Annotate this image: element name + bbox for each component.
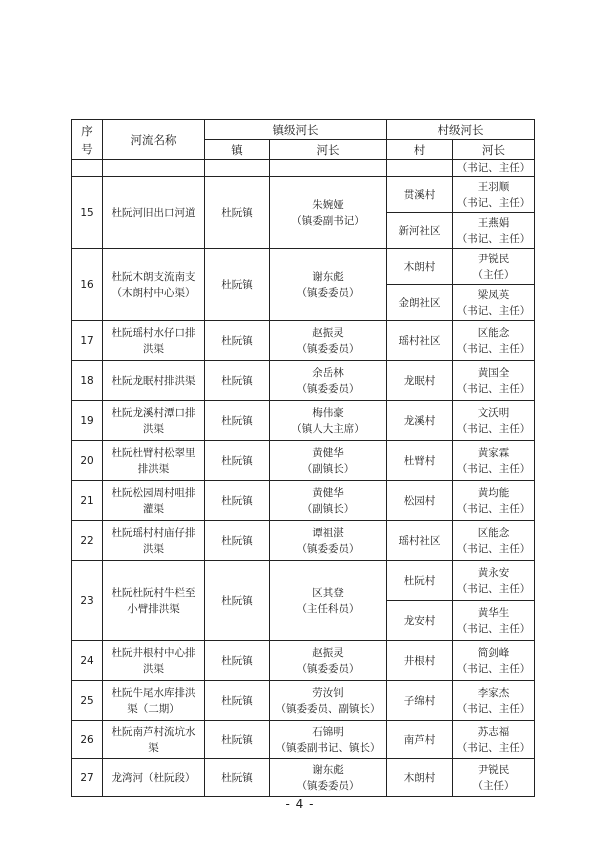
header-village: 村 — [387, 140, 453, 160]
town-chief — [270, 681, 387, 721]
river-name — [103, 561, 205, 641]
village-name: 木朗村 — [387, 759, 453, 797]
row-seq: 15 — [72, 177, 103, 249]
river-name — [103, 441, 205, 481]
cell-line: （主任） — [472, 268, 515, 281]
cell-line: 洪渠 — [143, 662, 164, 675]
village-chief — [453, 561, 535, 601]
cell-line: （副镇长） — [301, 462, 355, 475]
table-row — [72, 321, 535, 361]
table-row — [72, 177, 535, 213]
river-name — [103, 641, 205, 681]
row-seq: 16 — [72, 249, 103, 321]
river-name — [103, 361, 205, 401]
row-seq: 27 — [72, 759, 103, 797]
cell-line: 赵振灵 — [312, 646, 344, 659]
page-number: - 4 - — [285, 797, 315, 811]
river-name — [103, 401, 205, 441]
cell-line: （书记、主任） — [456, 702, 531, 715]
cell-line: （镇委副书记、镇长） — [275, 741, 381, 754]
river-name — [103, 681, 205, 721]
cell-line: （书记、主任） — [456, 232, 531, 245]
town-name: 杜阮镇 — [205, 481, 270, 521]
town-name: 杜阮镇 — [205, 521, 270, 561]
header-town-level: 镇级河长 — [205, 120, 387, 140]
cell-line: （副镇长） — [301, 502, 355, 515]
village-name: 杜阮村 — [387, 561, 453, 601]
river-name — [103, 721, 205, 759]
cell-line: 梁凤英 — [477, 288, 510, 301]
cell-line: 王羽顺 — [477, 180, 510, 193]
cell-line: 杜阮瑶村水仔口排 — [111, 326, 196, 339]
table-row — [72, 481, 535, 521]
cell-line: 黄永安 — [477, 566, 510, 579]
town-chief — [270, 561, 387, 641]
row-seq: 26 — [72, 721, 103, 759]
town-name: 杜阮镇 — [205, 641, 270, 681]
cell-line: 谢东彪 — [312, 763, 344, 776]
village-chief — [453, 401, 535, 441]
cell-line: （镇委委员） — [296, 542, 360, 555]
village-name: 子绵村 — [387, 681, 453, 721]
cell-line: 赵振灵 — [312, 326, 344, 339]
cell-line: （镇委委员） — [296, 382, 360, 395]
table-body — [72, 160, 535, 797]
river-name — [103, 521, 205, 561]
cell-line: 杜阮杜臂村松翠里 — [111, 446, 196, 459]
river-name — [103, 481, 205, 521]
cell-line: （镇委委员） — [296, 286, 360, 299]
cell-line: 区能念 — [477, 326, 510, 339]
cell-line: 黄华生 — [477, 606, 510, 619]
row-seq: 23 — [72, 561, 103, 641]
town-name: 杜阮镇 — [205, 321, 270, 361]
cell-line: （主任） — [472, 779, 515, 792]
village-chief — [453, 249, 535, 285]
table-row — [72, 361, 535, 401]
town-name: 杜阮镇 — [205, 441, 270, 481]
town-chief — [270, 721, 387, 759]
cell-line: 王燕娟 — [477, 216, 510, 229]
cell-line: 苏志福 — [477, 725, 510, 738]
cell-line: 杜阮木朗支流南支 — [111, 270, 196, 283]
header-chief: 河长 — [270, 140, 387, 160]
cell-line: 余岳林 — [312, 366, 344, 379]
village-name: 瑶村社区 — [387, 521, 453, 561]
village-chief — [453, 361, 535, 401]
cell-line: （书记、主任） — [456, 382, 531, 395]
cell-line: （书记、主任） — [456, 342, 531, 355]
row-seq: 20 — [72, 441, 103, 481]
village-chief — [453, 721, 535, 759]
cell-line: （镇委委员、副镇长） — [275, 702, 381, 715]
header-village-level: 村级河长 — [387, 120, 535, 140]
cell-line: （书记、主任） — [456, 662, 531, 675]
town-chief — [270, 441, 387, 481]
cell-line: （书记、主任） — [456, 542, 531, 555]
row-seq: 24 — [72, 641, 103, 681]
cell-line: 区能念 — [477, 526, 510, 539]
village-name: 龙溪村 — [387, 401, 453, 441]
cell-line: 杜阮瑶村村庙仔排 — [111, 526, 196, 539]
town-name: 杜阮镇 — [205, 721, 270, 759]
town-chief — [270, 177, 387, 249]
header-town: 镇 — [205, 140, 270, 160]
row-seq: 18 — [72, 361, 103, 401]
table-row — [72, 641, 535, 681]
village-chief — [453, 759, 535, 797]
header-village-chief: 河长 — [453, 140, 535, 160]
cell-line: 劳汝钊 — [312, 686, 344, 699]
row-seq: 25 — [72, 681, 103, 721]
village-chief — [453, 177, 535, 213]
header-seq: 序号 — [72, 120, 103, 160]
cell-line: 杜阮井根村中心排 — [111, 646, 196, 659]
town-name: 杜阮镇 — [205, 361, 270, 401]
town-name: 杜阮镇 — [205, 759, 270, 797]
village-name: 南芦村 — [387, 721, 453, 759]
river-name — [103, 249, 205, 321]
town-name: 杜阮镇 — [205, 681, 270, 721]
town-chief — [270, 321, 387, 361]
cell-line: 区其登 — [312, 586, 344, 599]
cell-line: 排洪渠 — [137, 462, 170, 475]
cell-line: 黄健华 — [312, 446, 344, 459]
cell-line: 尹锐民 — [477, 252, 510, 265]
cell-line: （木朗村中心渠） — [111, 286, 196, 299]
town-name: 杜阮镇 — [205, 561, 270, 641]
village-name: 金朗社区 — [387, 285, 453, 321]
cell-line: 杜阮松园周村咀排 — [111, 486, 196, 499]
town-chief — [270, 401, 387, 441]
row-seq: 22 — [72, 521, 103, 561]
village-chief — [453, 321, 535, 361]
cell-line: （书记、主任） — [456, 502, 531, 515]
town-name: 杜阮镇 — [205, 249, 270, 321]
village-chief — [453, 641, 535, 681]
carryover-row — [72, 160, 535, 177]
cell-line: 石锦明 — [312, 725, 344, 738]
town-chief — [270, 759, 387, 797]
village-chief — [453, 601, 535, 641]
header-row-1 — [72, 120, 535, 140]
cell-line: 梅伟豪 — [312, 406, 344, 419]
village-name: 新河社区 — [387, 213, 453, 249]
cell-line: 杜阮牛尾水库排洪 — [111, 686, 196, 699]
cell-line: 杜阮杜阮村牛栏至 — [111, 586, 196, 599]
row-seq: 17 — [72, 321, 103, 361]
cell-line: 简剑峰 — [477, 646, 510, 659]
cell-line: （镇委副书记） — [291, 214, 365, 227]
cell-line: 洪渠 — [143, 342, 164, 355]
cell-line: （镇委委员） — [296, 779, 360, 792]
river-name — [103, 321, 205, 361]
cell-line: （镇委委员） — [296, 342, 360, 355]
town-name: 杜阮镇 — [205, 177, 270, 249]
cell-line: 渠 — [148, 741, 159, 754]
cell-line: 黄健华 — [312, 486, 344, 499]
cell-line: （书记、主任） — [456, 622, 531, 635]
table-row — [72, 249, 535, 285]
table-row — [72, 401, 535, 441]
town-name: 杜阮镇 — [205, 401, 270, 441]
table-row — [72, 759, 535, 797]
cell-line: （镇委委员） — [296, 662, 360, 675]
table-row — [72, 441, 535, 481]
cell-line: 朱婉娅 — [312, 198, 344, 211]
table-row — [72, 681, 535, 721]
village-chief — [453, 213, 535, 249]
village-chief — [453, 441, 535, 481]
river-chief-table — [71, 119, 535, 797]
table-row — [72, 521, 535, 561]
cell-line: 尹锐民 — [477, 763, 510, 776]
row-seq: 21 — [72, 481, 103, 521]
cell-line: （书记、主任） — [456, 304, 531, 317]
town-chief — [270, 481, 387, 521]
cell-line: 黄家霖 — [477, 446, 510, 459]
cell-line: （书记、主任） — [456, 196, 531, 209]
cell-line: 黄均能 — [477, 486, 510, 499]
village-name: 龙眠村 — [387, 361, 453, 401]
carryover-text: （书记、主任） — [453, 160, 535, 177]
village-name: 松园村 — [387, 481, 453, 521]
cell-line: （书记、主任） — [456, 462, 531, 475]
cell-line: 谢东彪 — [312, 270, 344, 283]
cell-line: 杜阮河旧出口河道 — [111, 206, 196, 219]
cell-line: 洪渠 — [143, 422, 164, 435]
town-chief — [270, 361, 387, 401]
cell-line: 灌渠 — [143, 502, 164, 515]
village-name: 井根村 — [387, 641, 453, 681]
town-chief — [270, 641, 387, 681]
town-chief — [270, 249, 387, 321]
river-name — [103, 759, 205, 797]
cell-line: 杜阮南芦村流坑水 — [111, 725, 196, 738]
table-row — [72, 561, 535, 601]
cell-line: 黄国全 — [477, 366, 510, 379]
row-seq: 19 — [72, 401, 103, 441]
village-name: 杜臂村 — [387, 441, 453, 481]
village-chief — [453, 285, 535, 321]
river-name — [103, 177, 205, 249]
cell-line: 渠（二期） — [127, 702, 180, 715]
cell-line: （书记、主任） — [456, 422, 531, 435]
village-chief — [453, 481, 535, 521]
town-chief — [270, 521, 387, 561]
cell-line: 李家杰 — [477, 686, 510, 699]
cell-line: 文沃明 — [477, 406, 510, 419]
cell-line: 杜阮龙眠村排洪渠 — [111, 374, 196, 387]
village-name: 龙安村 — [387, 601, 453, 641]
table-row — [72, 721, 535, 759]
village-chief — [453, 681, 535, 721]
cell-line: 谭祖湛 — [312, 526, 344, 539]
village-name: 贯溪村 — [387, 177, 453, 213]
village-chief — [453, 521, 535, 561]
cell-line: （镇人大主席） — [291, 422, 365, 435]
village-name: 木朗村 — [387, 249, 453, 285]
village-name: 瑶村社区 — [387, 321, 453, 361]
cell-line: （书记、主任） — [456, 741, 531, 754]
cell-line: 杜阮龙溪村潭口排 — [111, 406, 196, 419]
cell-line: 洪渠 — [143, 542, 164, 555]
cell-line: 小臂排洪渠 — [127, 602, 180, 615]
cell-line: （书记、主任） — [456, 582, 531, 595]
header-river-name: 河流名称 — [103, 120, 205, 160]
cell-line: （主任科员） — [296, 602, 360, 615]
cell-line: 龙湾河（杜阮段） — [111, 771, 196, 784]
